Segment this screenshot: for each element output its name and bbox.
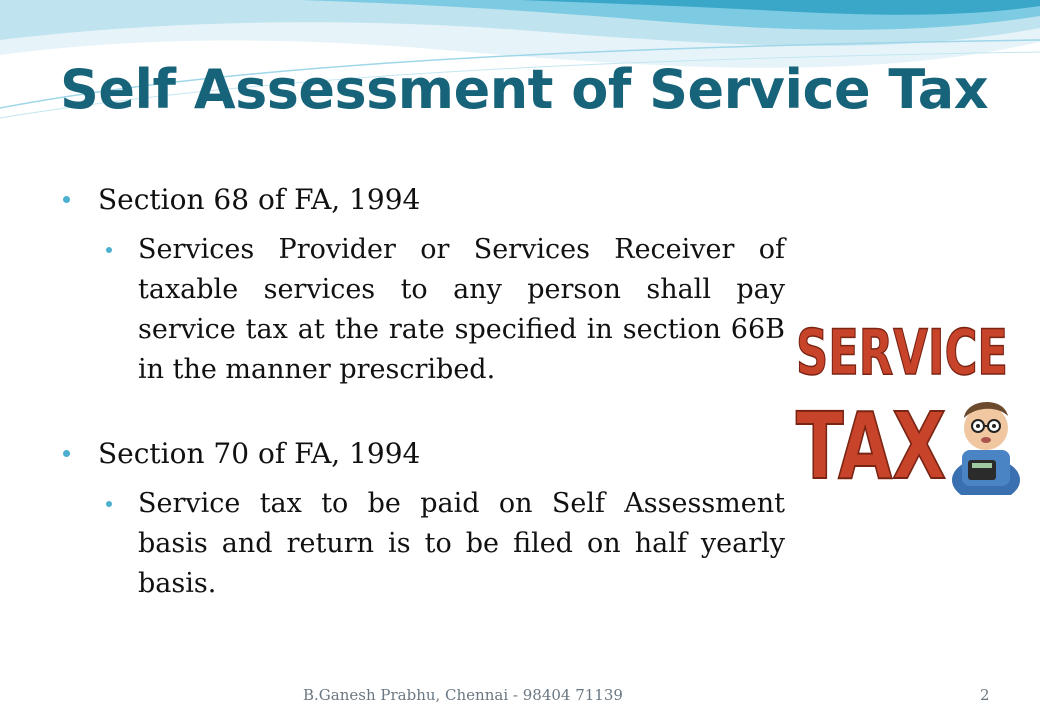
sub-bullet-dot-icon [106,501,112,507]
service-tax-image-line1: SERVICE [796,316,1008,389]
sub-bullet-item-section-70 [60,484,785,604]
footer-text: B.Ganesh Prabhu, Chennai - 98404 71139 [303,686,623,704]
bullet-dot-icon [63,196,70,203]
bullet-heading: Section 68 of FA, 1994 [98,183,421,216]
sub-bullet-item-section-68 [60,230,785,390]
sub-bullet-dot-icon [106,247,112,253]
service-tax-image [790,300,1022,495]
bullet-item-section-70 [60,434,785,474]
confused-man-with-calculator-icon [952,402,1020,495]
slide-content [60,180,785,604]
service-tax-image-line2: TAX [796,393,946,495]
page-number: 2 [980,686,990,704]
bullet-heading: Section 70 of FA, 1994 [98,437,421,470]
sub-bullet-text: Services Provider or Services Receiver of taxable services to any person shall pay service tax at the rate specified in section 66B in the manner prescribed. [138,234,785,385]
sub-bullet-text: Service tax to be paid on Self Assessment basis and return is to be filed on half yearly basis. [138,488,785,599]
bullet-dot-icon [63,450,70,457]
slide-title: Self Assessment of Service Tax [60,58,989,121]
bullet-item-section-68 [60,180,785,220]
